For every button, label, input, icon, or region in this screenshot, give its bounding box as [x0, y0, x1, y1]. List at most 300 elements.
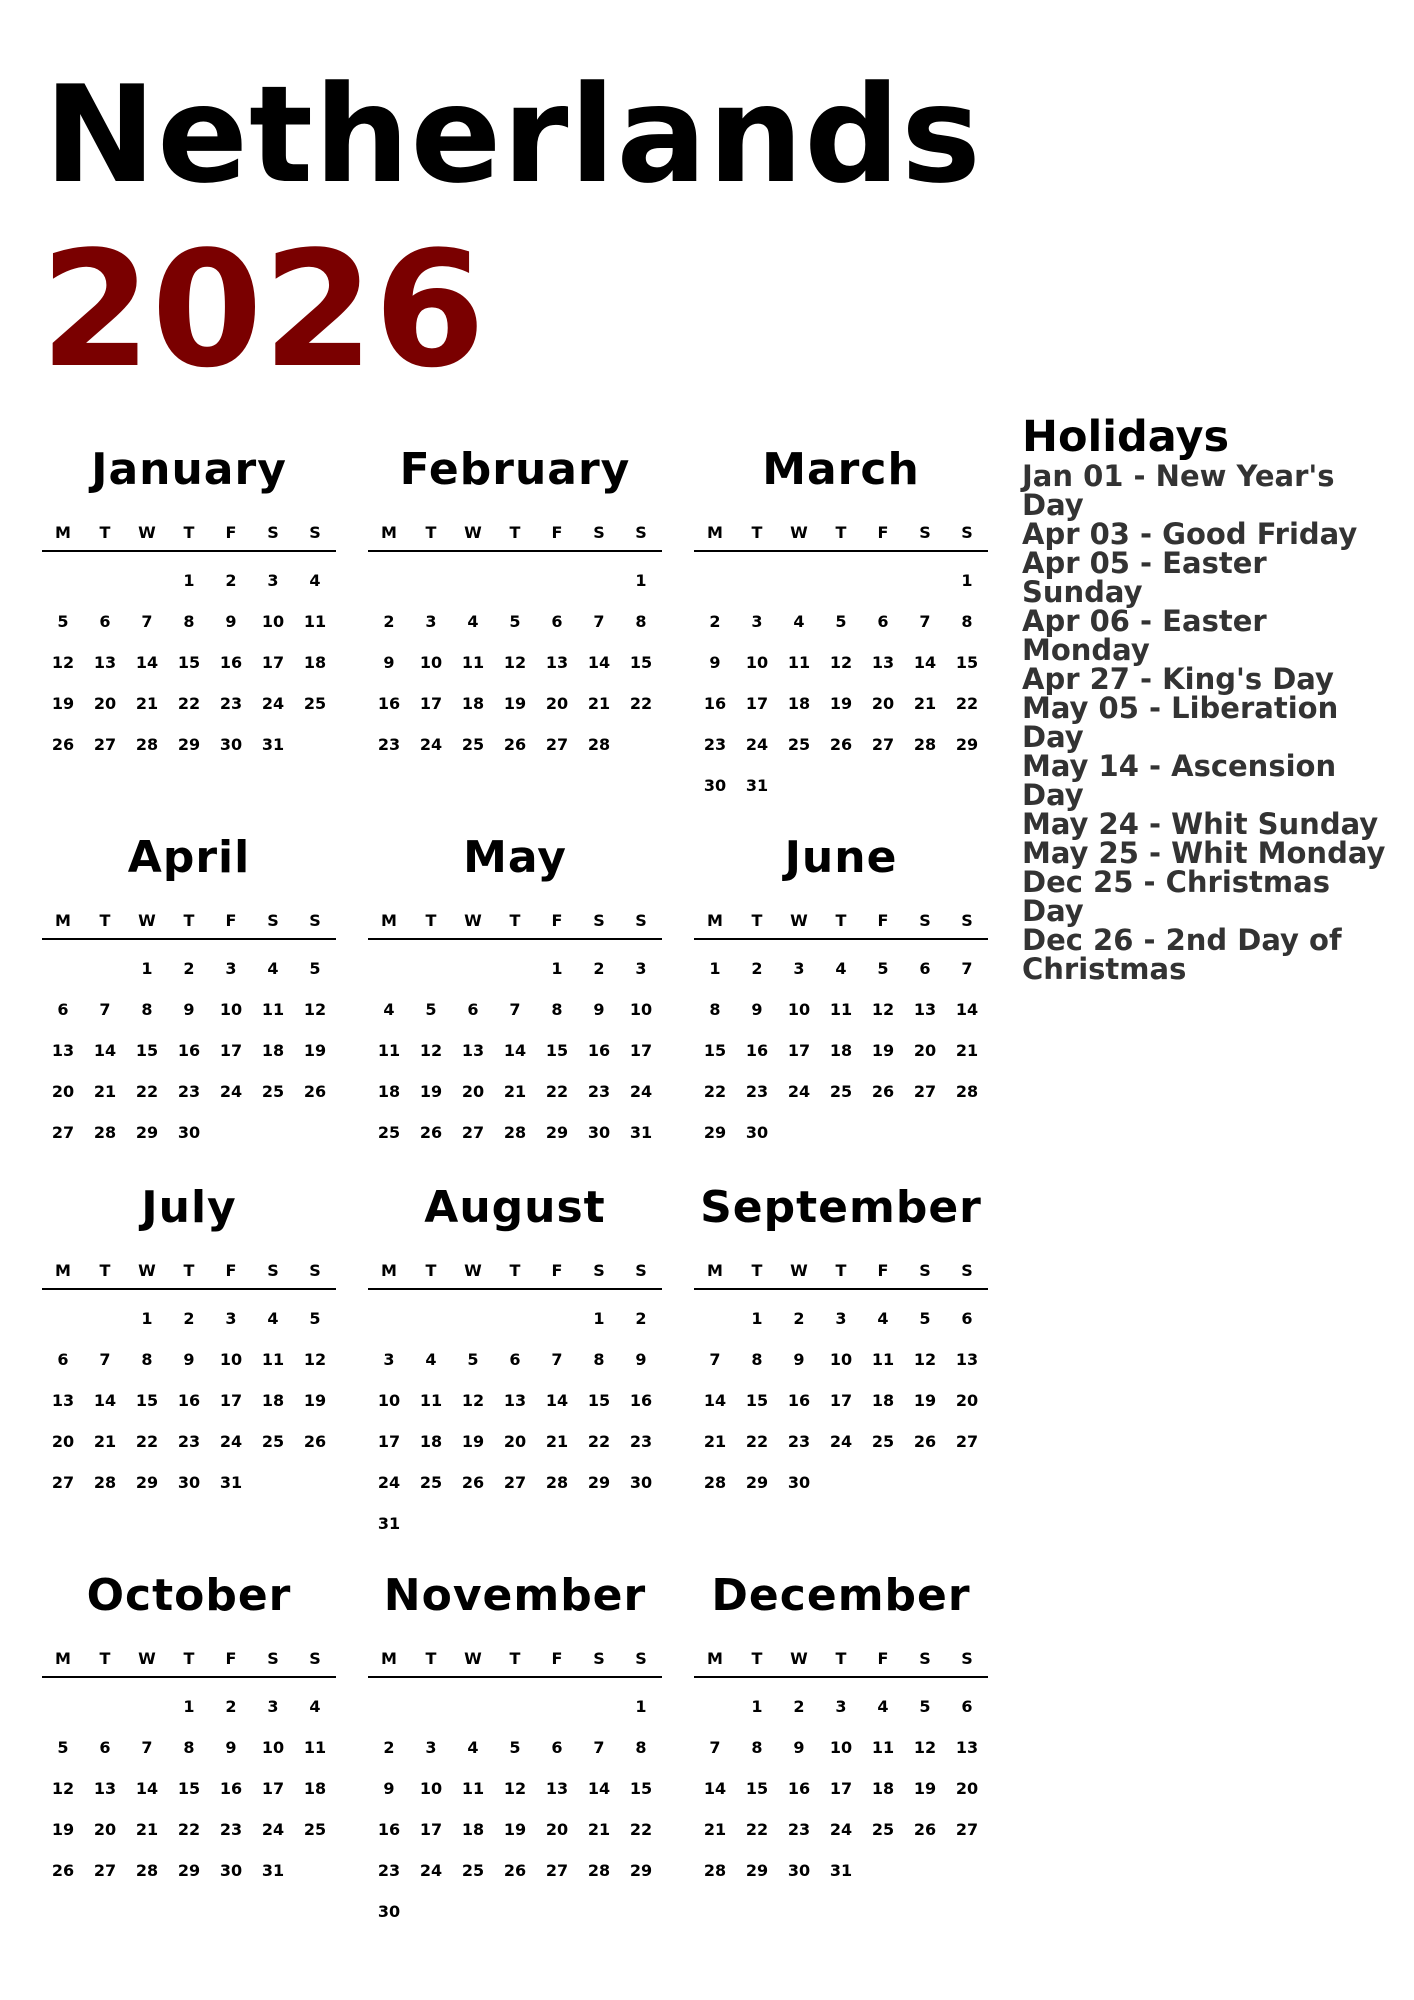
- day-cell: 9: [383, 653, 395, 672]
- day-cell: 10: [419, 1779, 443, 1798]
- day-cell: 29: [177, 1861, 201, 1880]
- calendar-year: 2026: [40, 216, 486, 403]
- empty-cell: [820, 560, 862, 601]
- weekday-label: T: [99, 1260, 111, 1280]
- day-cell: 29: [745, 1861, 769, 1880]
- day-cell: 15: [629, 1779, 653, 1798]
- empty-cell: [84, 948, 126, 989]
- day-cell: 22: [629, 1820, 653, 1839]
- day-cell: 28: [703, 1861, 727, 1880]
- day-cell: 6: [57, 1350, 69, 1369]
- day-cell: 21: [135, 694, 159, 713]
- day-cell: 30: [177, 1473, 201, 1492]
- day-cell: 23: [787, 1820, 811, 1839]
- empty-cell: [84, 1686, 126, 1727]
- day-cell: 1: [551, 959, 563, 978]
- day-cell: 24: [829, 1432, 853, 1451]
- day-cell: 15: [177, 1779, 201, 1798]
- day-cell: 5: [509, 612, 521, 631]
- day-cell: 30: [787, 1473, 811, 1492]
- holidays-title: Holidays: [1022, 412, 1230, 462]
- day-cell: 22: [177, 694, 201, 713]
- day-cell: 3: [425, 1738, 437, 1757]
- day-cell: 3: [425, 612, 437, 631]
- day-cell: 26: [503, 1861, 527, 1880]
- day-cell: 7: [551, 1350, 563, 1369]
- day-cell: 2: [183, 1309, 195, 1328]
- weekday-label: T: [425, 1648, 437, 1668]
- day-cell: 10: [219, 1000, 243, 1019]
- day-cell: 23: [787, 1432, 811, 1451]
- weekday-label: F: [877, 522, 889, 542]
- day-cell: 3: [635, 959, 647, 978]
- day-cell: 12: [419, 1041, 443, 1060]
- weekday-label: W: [790, 1648, 808, 1668]
- day-grid: [694, 560, 988, 806]
- day-cell: 25: [261, 1082, 285, 1101]
- day-cell: 10: [219, 1350, 243, 1369]
- month-name: May: [463, 832, 567, 883]
- day-cell: 15: [629, 653, 653, 672]
- weekday-label: S: [267, 1260, 279, 1280]
- day-cell: 27: [955, 1432, 979, 1451]
- day-cell: 25: [461, 735, 485, 754]
- day-cell: 11: [377, 1041, 401, 1060]
- day-cell: 14: [703, 1779, 727, 1798]
- day-cell: 17: [745, 694, 769, 713]
- weekday-label: T: [835, 1648, 847, 1668]
- day-cell: 15: [745, 1391, 769, 1410]
- day-cell: 7: [99, 1000, 111, 1019]
- day-cell: 24: [377, 1473, 401, 1492]
- day-cell: 4: [793, 612, 805, 631]
- day-cell: 23: [745, 1082, 769, 1101]
- day-cell: 30: [745, 1123, 769, 1142]
- day-cell: 4: [267, 959, 279, 978]
- weekday-label: F: [551, 1648, 563, 1668]
- day-cell: 8: [709, 1000, 721, 1019]
- day-cell: 20: [955, 1391, 979, 1410]
- weekday-label: W: [790, 1260, 808, 1280]
- day-cell: 12: [51, 653, 75, 672]
- day-cell: 27: [93, 735, 117, 754]
- empty-cell: [42, 1298, 84, 1339]
- empty-cell: [410, 560, 452, 601]
- weekday-header: [694, 1252, 988, 1290]
- day-cell: 25: [303, 1820, 327, 1839]
- day-cell: 9: [635, 1350, 647, 1369]
- day-cell: 25: [871, 1820, 895, 1839]
- weekday-label: T: [99, 1648, 111, 1668]
- day-cell: 3: [225, 959, 237, 978]
- day-cell: 18: [261, 1391, 285, 1410]
- month-july: [42, 1178, 336, 1503]
- day-cell: 11: [461, 1779, 485, 1798]
- weekday-label: M: [707, 910, 723, 930]
- day-cell: 5: [509, 1738, 521, 1757]
- day-cell: 11: [261, 1350, 285, 1369]
- day-cell: 13: [93, 653, 117, 672]
- day-cell: 18: [787, 694, 811, 713]
- day-cell: 5: [57, 1738, 69, 1757]
- day-cell: 21: [955, 1041, 979, 1060]
- day-cell: 10: [629, 1000, 653, 1019]
- day-cell: 16: [787, 1779, 811, 1798]
- day-cell: 11: [303, 612, 327, 631]
- day-cell: 3: [383, 1350, 395, 1369]
- day-cell: 28: [135, 1861, 159, 1880]
- day-cell: 6: [467, 1000, 479, 1019]
- day-cell: 20: [545, 1820, 569, 1839]
- weekday-label: W: [138, 910, 156, 930]
- day-cell: 22: [587, 1432, 611, 1451]
- day-cell: 7: [141, 612, 153, 631]
- holiday-item: May 25 - Whit Monday: [1022, 836, 1386, 870]
- weekday-label: T: [509, 1648, 521, 1668]
- day-cell: 5: [835, 612, 847, 631]
- weekday-label: M: [55, 1648, 71, 1668]
- day-cell: 28: [135, 735, 159, 754]
- month-may: [368, 828, 662, 1153]
- weekday-label: T: [751, 1648, 763, 1668]
- day-cell: 31: [745, 776, 769, 795]
- day-cell: 28: [93, 1473, 117, 1492]
- day-cell: 20: [913, 1041, 937, 1060]
- day-cell: 19: [871, 1041, 895, 1060]
- month-january: [42, 440, 336, 765]
- day-cell: 12: [871, 1000, 895, 1019]
- holiday-item: Apr 27 - King's Day: [1022, 662, 1334, 696]
- holiday-list: [1022, 459, 1392, 986]
- day-cell: 22: [745, 1432, 769, 1451]
- weekday-header: [368, 514, 662, 552]
- day-cell: 21: [587, 694, 611, 713]
- day-cell: 7: [709, 1350, 721, 1369]
- day-cell: 14: [587, 1779, 611, 1798]
- empty-cell: [410, 1298, 452, 1339]
- day-cell: 28: [93, 1123, 117, 1142]
- day-cell: 18: [303, 653, 327, 672]
- weekday-label: T: [751, 910, 763, 930]
- day-grid: [42, 1298, 336, 1503]
- day-cell: 1: [593, 1309, 605, 1328]
- day-cell: 29: [545, 1123, 569, 1142]
- weekday-label: S: [267, 522, 279, 542]
- day-cell: 7: [961, 959, 973, 978]
- weekday-header: [42, 1252, 336, 1290]
- weekday-label: M: [707, 1260, 723, 1280]
- weekday-label: F: [225, 910, 237, 930]
- weekday-label: T: [183, 522, 195, 542]
- day-cell: 1: [141, 1309, 153, 1328]
- day-cell: 18: [461, 1820, 485, 1839]
- day-cell: 31: [629, 1123, 653, 1142]
- empty-cell: [410, 1686, 452, 1727]
- day-cell: 27: [955, 1820, 979, 1839]
- day-cell: 11: [303, 1738, 327, 1757]
- weekday-label: M: [707, 1648, 723, 1668]
- day-cell: 10: [377, 1391, 401, 1410]
- weekday-header: [42, 1640, 336, 1678]
- day-cell: 9: [709, 653, 721, 672]
- day-cell: 24: [419, 1861, 443, 1880]
- day-cell: 26: [503, 735, 527, 754]
- weekday-label: M: [707, 522, 723, 542]
- day-cell: 23: [177, 1432, 201, 1451]
- day-cell: 5: [57, 612, 69, 631]
- day-cell: 18: [419, 1432, 443, 1451]
- weekday-label: T: [99, 910, 111, 930]
- day-cell: 11: [871, 1350, 895, 1369]
- day-cell: 17: [261, 653, 285, 672]
- day-cell: 2: [225, 571, 237, 590]
- day-cell: 18: [261, 1041, 285, 1060]
- day-cell: 1: [141, 959, 153, 978]
- day-cell: 10: [261, 612, 285, 631]
- day-cell: 16: [177, 1041, 201, 1060]
- month-name: January: [91, 444, 287, 495]
- day-cell: 10: [829, 1350, 853, 1369]
- weekday-header: [42, 514, 336, 552]
- day-cell: 30: [377, 1902, 401, 1921]
- day-cell: 4: [425, 1350, 437, 1369]
- day-cell: 3: [793, 959, 805, 978]
- empty-cell: [494, 948, 536, 989]
- weekday-label: S: [919, 1648, 931, 1668]
- day-cell: 13: [461, 1041, 485, 1060]
- month-august: [368, 1178, 662, 1544]
- weekday-label: W: [138, 522, 156, 542]
- holiday-item: Apr 05 - Easter Sunday: [1022, 546, 1267, 609]
- day-cell: 5: [425, 1000, 437, 1019]
- holiday-item: Apr 06 - Easter Monday: [1022, 604, 1267, 667]
- day-cell: 2: [635, 1309, 647, 1328]
- weekday-label: M: [381, 910, 397, 930]
- day-cell: 18: [871, 1391, 895, 1410]
- day-cell: 21: [545, 1432, 569, 1451]
- day-cell: 5: [467, 1350, 479, 1369]
- day-cell: 7: [919, 612, 931, 631]
- day-cell: 13: [955, 1350, 979, 1369]
- month-february: [368, 440, 662, 765]
- empty-cell: [494, 1298, 536, 1339]
- day-cell: 20: [93, 1820, 117, 1839]
- day-cell: 18: [461, 694, 485, 713]
- day-cell: 14: [135, 1779, 159, 1798]
- day-cell: 18: [303, 1779, 327, 1798]
- day-cell: 2: [383, 612, 395, 631]
- day-cell: 20: [871, 694, 895, 713]
- weekday-label: T: [99, 522, 111, 542]
- weekday-label: T: [425, 1260, 437, 1280]
- empty-cell: [452, 1298, 494, 1339]
- empty-cell: [368, 1298, 410, 1339]
- day-cell: 13: [913, 1000, 937, 1019]
- day-cell: 8: [141, 1350, 153, 1369]
- day-cell: 14: [955, 1000, 979, 1019]
- day-cell: 20: [461, 1082, 485, 1101]
- day-cell: 27: [461, 1123, 485, 1142]
- day-cell: 12: [303, 1000, 327, 1019]
- empty-cell: [452, 948, 494, 989]
- day-cell: 24: [261, 1820, 285, 1839]
- day-cell: 2: [793, 1309, 805, 1328]
- day-cell: 26: [461, 1473, 485, 1492]
- day-cell: 28: [503, 1123, 527, 1142]
- day-cell: 8: [751, 1738, 763, 1757]
- day-grid: [694, 1298, 988, 1503]
- weekday-label: T: [751, 522, 763, 542]
- weekday-label: M: [381, 522, 397, 542]
- day-cell: 3: [835, 1309, 847, 1328]
- day-cell: 9: [793, 1350, 805, 1369]
- day-cell: 1: [751, 1697, 763, 1716]
- day-cell: 31: [377, 1514, 401, 1533]
- day-cell: 11: [829, 1000, 853, 1019]
- day-cell: 1: [635, 571, 647, 590]
- day-cell: 19: [503, 1820, 527, 1839]
- weekday-label: S: [309, 1260, 321, 1280]
- day-cell: 4: [877, 1697, 889, 1716]
- day-cell: 10: [787, 1000, 811, 1019]
- day-cell: 25: [303, 694, 327, 713]
- empty-cell: [578, 1686, 620, 1727]
- weekday-label: S: [309, 522, 321, 542]
- day-cell: 15: [745, 1779, 769, 1798]
- day-cell: 25: [461, 1861, 485, 1880]
- month-name: March: [762, 444, 920, 495]
- day-cell: 29: [587, 1473, 611, 1492]
- weekday-label: S: [919, 1260, 931, 1280]
- day-grid: [694, 1686, 988, 1891]
- day-cell: 12: [913, 1350, 937, 1369]
- weekday-label: T: [425, 910, 437, 930]
- empty-cell: [42, 948, 84, 989]
- weekday-label: S: [593, 910, 605, 930]
- weekday-label: T: [835, 910, 847, 930]
- day-grid: [368, 1298, 662, 1544]
- empty-cell: [904, 560, 946, 601]
- day-cell: 14: [135, 653, 159, 672]
- weekday-label: W: [138, 1648, 156, 1668]
- day-cell: 19: [51, 1820, 75, 1839]
- day-cell: 25: [871, 1432, 895, 1451]
- day-cell: 2: [183, 959, 195, 978]
- weekday-label: F: [225, 522, 237, 542]
- empty-cell: [368, 948, 410, 989]
- day-cell: 16: [703, 694, 727, 713]
- weekday-label: W: [790, 522, 808, 542]
- weekday-header: [42, 902, 336, 940]
- weekday-label: W: [138, 1260, 156, 1280]
- day-cell: 5: [919, 1309, 931, 1328]
- day-grid: [42, 1686, 336, 1891]
- day-cell: 4: [309, 1697, 321, 1716]
- month-december: [694, 1566, 988, 1891]
- day-cell: 16: [629, 1391, 653, 1410]
- weekday-label: T: [509, 1260, 521, 1280]
- day-cell: 30: [219, 1861, 243, 1880]
- day-cell: 19: [913, 1779, 937, 1798]
- day-cell: 29: [177, 735, 201, 754]
- day-cell: 15: [135, 1041, 159, 1060]
- day-cell: 23: [587, 1082, 611, 1101]
- weekday-label: S: [593, 1648, 605, 1668]
- month-name: December: [711, 1570, 971, 1621]
- day-cell: 31: [261, 735, 285, 754]
- weekday-label: T: [835, 1260, 847, 1280]
- day-cell: 20: [51, 1082, 75, 1101]
- day-cell: 19: [913, 1391, 937, 1410]
- empty-cell: [536, 560, 578, 601]
- day-cell: 15: [545, 1041, 569, 1060]
- day-cell: 6: [99, 1738, 111, 1757]
- empty-cell: [368, 1686, 410, 1727]
- day-cell: 31: [261, 1861, 285, 1880]
- day-cell: 30: [787, 1861, 811, 1880]
- day-cell: 14: [93, 1391, 117, 1410]
- day-cell: 11: [461, 653, 485, 672]
- empty-cell: [42, 1686, 84, 1727]
- day-cell: 10: [419, 653, 443, 672]
- weekday-label: S: [961, 910, 973, 930]
- day-cell: 13: [545, 1779, 569, 1798]
- day-cell: 13: [51, 1391, 75, 1410]
- weekday-header: [694, 1640, 988, 1678]
- weekday-header: [694, 902, 988, 940]
- day-cell: 27: [503, 1473, 527, 1492]
- day-cell: 11: [787, 653, 811, 672]
- day-cell: 26: [51, 735, 75, 754]
- weekday-label: W: [790, 910, 808, 930]
- day-cell: 2: [225, 1697, 237, 1716]
- day-cell: 27: [545, 735, 569, 754]
- day-cell: 31: [829, 1861, 853, 1880]
- day-cell: 1: [709, 959, 721, 978]
- day-cell: 11: [419, 1391, 443, 1410]
- weekday-label: F: [551, 522, 563, 542]
- day-cell: 13: [955, 1738, 979, 1757]
- month-march: [694, 440, 988, 806]
- day-cell: 4: [877, 1309, 889, 1328]
- weekday-header: [694, 514, 988, 552]
- empty-cell: [862, 560, 904, 601]
- day-cell: 20: [545, 694, 569, 713]
- day-cell: 16: [377, 694, 401, 713]
- day-cell: 16: [377, 1820, 401, 1839]
- day-cell: 12: [503, 1779, 527, 1798]
- weekday-label: S: [635, 1648, 647, 1668]
- day-cell: 19: [419, 1082, 443, 1101]
- empty-cell: [694, 1686, 736, 1727]
- day-cell: 23: [377, 1861, 401, 1880]
- day-cell: 24: [219, 1082, 243, 1101]
- weekday-label: S: [961, 522, 973, 542]
- day-cell: 10: [261, 1738, 285, 1757]
- holiday-item: Jan 01 - New Year's Day: [1022, 459, 1335, 522]
- day-cell: 24: [629, 1082, 653, 1101]
- day-cell: 21: [93, 1082, 117, 1101]
- weekday-label: W: [464, 1260, 482, 1280]
- day-cell: 21: [703, 1432, 727, 1451]
- day-cell: 22: [135, 1432, 159, 1451]
- day-cell: 24: [419, 735, 443, 754]
- weekday-label: T: [835, 522, 847, 542]
- weekday-label: W: [464, 910, 482, 930]
- day-cell: 6: [919, 959, 931, 978]
- weekday-label: S: [635, 522, 647, 542]
- day-cell: 8: [183, 1738, 195, 1757]
